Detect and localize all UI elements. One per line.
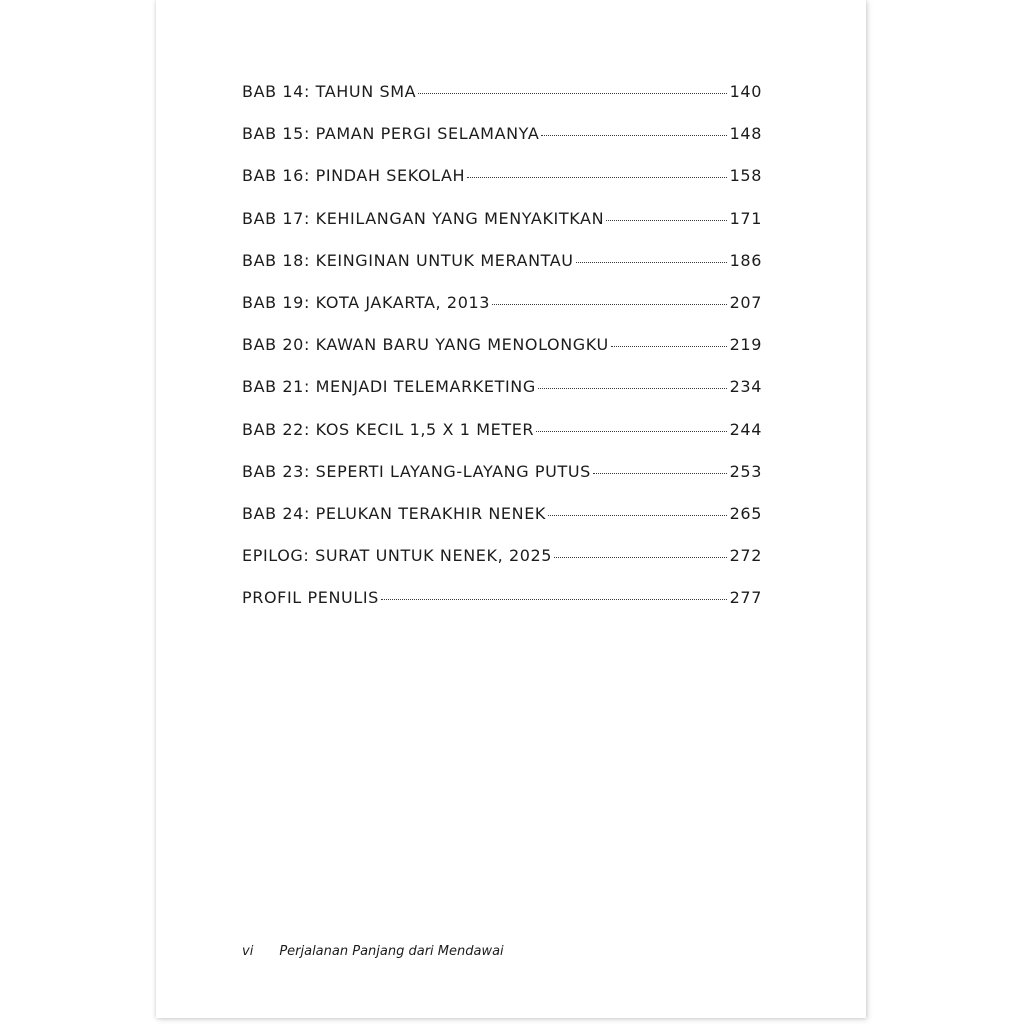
- toc-entry-page: 277: [729, 588, 762, 608]
- toc-entry-title: BAB 20: KAWAN BARU YANG MENOLONGKU: [242, 335, 609, 355]
- table-of-contents: [242, 82, 762, 630]
- toc-dot-leader: [611, 346, 727, 347]
- toc-entry-page: 219: [729, 335, 762, 355]
- toc-dot-leader: [538, 388, 727, 389]
- toc-dot-leader: [593, 473, 727, 474]
- toc-dot-leader: [548, 515, 727, 516]
- toc-entry: [242, 377, 762, 419]
- toc-entry-page: 171: [729, 208, 762, 228]
- toc-dot-leader: [576, 262, 727, 263]
- toc-entry: [242, 335, 762, 377]
- toc-entry: [242, 504, 762, 546]
- toc-dot-leader: [492, 304, 727, 305]
- toc-entry: [242, 462, 762, 504]
- toc-entry: [242, 166, 762, 208]
- footer-book-title: Perjalanan Panjang dari Mendawai: [279, 944, 504, 959]
- toc-entry-page: 148: [729, 124, 762, 144]
- toc-entry-title: BAB 17: KEHILANGAN YANG MENYAKITKAN: [242, 208, 605, 228]
- footer-page-number: vi: [242, 944, 254, 959]
- toc-dot-leader: [606, 220, 726, 221]
- toc-entry-title: BAB 18: KEINGINAN UNTUK MERANTAU: [242, 250, 574, 270]
- toc-entry-page: 272: [729, 546, 762, 566]
- toc-entry-page: 234: [729, 377, 762, 397]
- toc-entry-page: 186: [729, 250, 762, 270]
- toc-entry: [242, 82, 762, 124]
- toc-dot-leader: [467, 177, 726, 178]
- toc-entry: [242, 546, 762, 588]
- toc-entry-title: BAB 24: PELUKAN TERAKHIR NENEK: [242, 503, 547, 523]
- toc-entry-title: BAB 15: PAMAN PERGI SELAMANYA: [242, 124, 540, 144]
- toc-entry: [242, 420, 762, 462]
- toc-dot-leader: [536, 431, 727, 432]
- toc-entry: [242, 588, 762, 630]
- toc-entry-page: 207: [729, 292, 762, 312]
- toc-entry: [242, 124, 762, 166]
- toc-entry: [242, 251, 762, 293]
- toc-dot-leader: [381, 599, 727, 600]
- book-page: [156, 0, 866, 1018]
- toc-entry-title: PROFIL PENULIS: [242, 588, 379, 608]
- toc-entry-page: 158: [729, 166, 762, 186]
- toc-entry-title: BAB 16: PINDAH SEKOLAH: [242, 166, 466, 186]
- toc-entry: [242, 209, 762, 251]
- toc-entry-page: 265: [729, 503, 762, 523]
- toc-entry-page: 244: [729, 419, 762, 439]
- toc-entry-title: BAB 19: KOTA JAKARTA, 2013: [242, 292, 491, 312]
- toc-entry: [242, 293, 762, 335]
- toc-dot-leader: [554, 557, 727, 558]
- toc-entry-title: BAB 22: KOS KECIL 1,5 X 1 METER: [242, 419, 535, 439]
- toc-dot-leader: [541, 135, 726, 136]
- toc-entry-title: EPILOG: SURAT UNTUK NENEK, 2025: [242, 546, 553, 566]
- toc-entry-page: 253: [729, 461, 762, 481]
- toc-dot-leader: [418, 93, 726, 94]
- toc-entry-title: BAB 21: MENJADI TELEMARKETING: [242, 377, 536, 397]
- page-footer: [242, 944, 504, 959]
- toc-entry-page: 140: [729, 82, 762, 101]
- toc-entry-title: BAB 23: SEPERTI LAYANG-LAYANG PUTUS: [242, 461, 591, 481]
- toc-entry-title: BAB 14: TAHUN SMA: [242, 82, 417, 101]
